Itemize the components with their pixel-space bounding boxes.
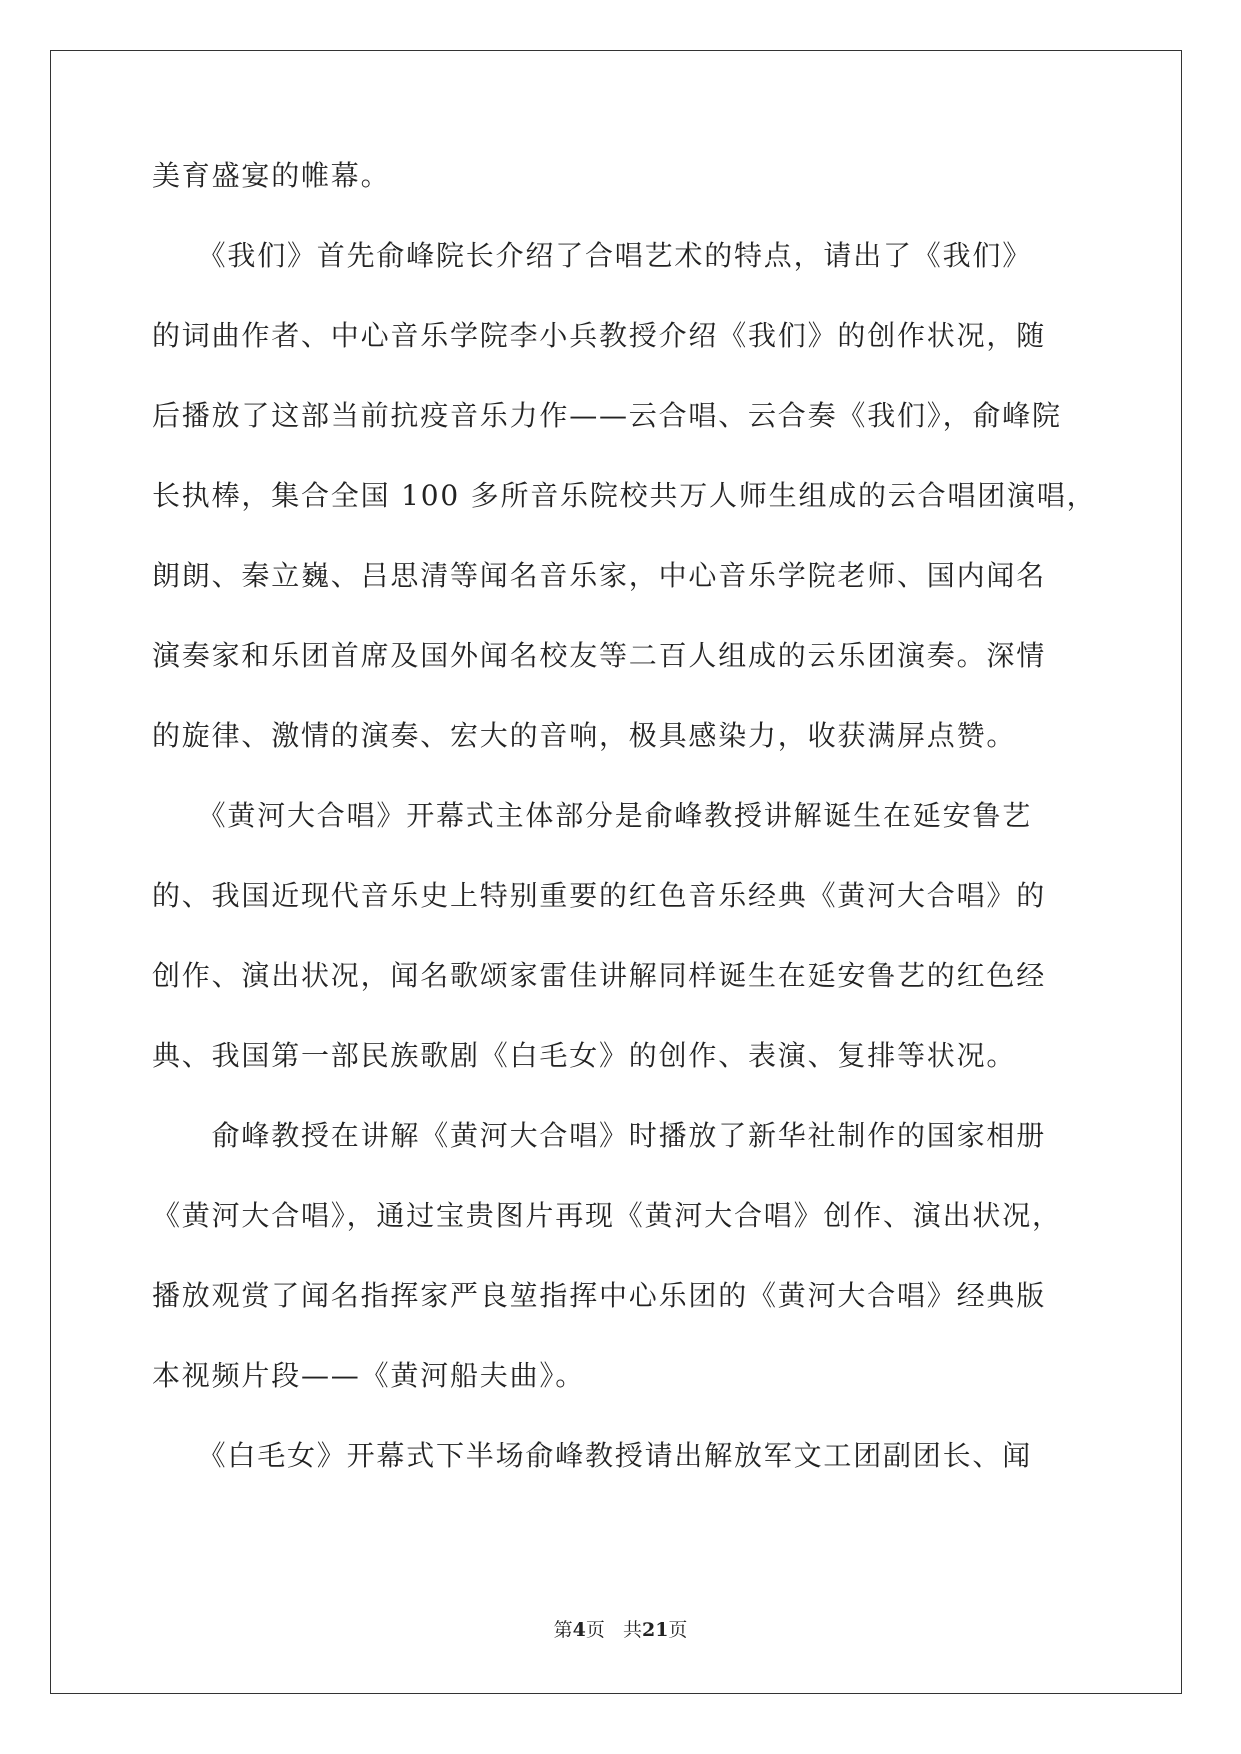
text-line: 朗朗、秦立巍、吕思清等闻名音乐家，中心音乐学院老师、国内闻名: [152, 559, 1047, 592]
text-line: 创作、演出状况，闻名歌颂家雷佳讲解同样诞生在延安鲁艺的红色经: [152, 959, 1047, 992]
text-line: 美育盛宴的帷幕。: [152, 159, 391, 192]
text-line: 本视频片段——《黄河船夫曲》。: [152, 1359, 586, 1392]
text-line: 的词曲作者、中心音乐学院李小兵教授介绍《我们》的创作状况，随: [152, 319, 1047, 352]
text-line: 后播放了这部当前抗疫音乐力作——云合唱、云合奏《我们》，俞峰院: [152, 399, 1062, 432]
text-line: 《我们》首先俞峰院长介绍了合唱艺术的特点，请出了《我们》: [152, 239, 1033, 272]
text-line: 的、我国近现代音乐史上特别重要的红色音乐经典《黄河大合唱》的: [152, 879, 1047, 912]
text-line: 《白毛女》开幕式下半场俞峰教授请出解放军文工团副团长、闻: [152, 1439, 1033, 1472]
footer-total-prefix: 共: [622, 1619, 642, 1641]
page-footer: [0, 1615, 1241, 1642]
footer-total-pages: 21: [641, 1619, 669, 1641]
text-line: 的旋律、激情的演奏、宏大的音响，极具感染力，收获满屏点赞。: [152, 719, 1017, 752]
footer-prefix: 第: [553, 1619, 573, 1641]
text-line: 长执棒，集合全国 100 多所音乐院校共万人师生组成的云合唱团演唱，: [152, 479, 1097, 512]
footer-page-number: 4: [572, 1619, 586, 1641]
text-line: 演奏家和乐团首席及国外闻名校友等二百人组成的云乐团演奏。深情: [152, 639, 1047, 672]
text-line: 《黄河大合唱》，通过宝贵图片再现《黄河大合唱》创作、演出状况，: [152, 1199, 1062, 1232]
document-body: [152, 159, 1097, 1522]
text-line: 俞峰教授在讲解《黄河大合唱》时播放了新华社制作的国家相册: [152, 1119, 1047, 1152]
text-line: 播放观赏了闻名指挥家严良堃指挥中心乐团的《黄河大合唱》经典版: [152, 1279, 1047, 1312]
footer-total-suffix: 页: [668, 1619, 688, 1641]
footer-page-suffix: 页: [585, 1619, 605, 1641]
text-line: 《黄河大合唱》开幕式主体部分是俞峰教授讲解诞生在延安鲁艺: [152, 799, 1033, 832]
text-line: 典、我国第一部民族歌剧《白毛女》的创作、表演、复排等状况。: [152, 1039, 1017, 1072]
